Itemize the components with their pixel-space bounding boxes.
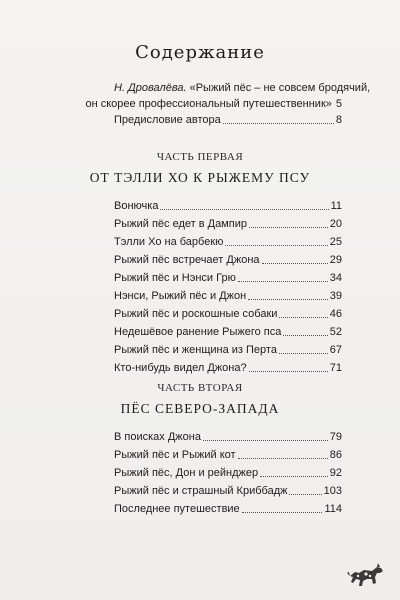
leader-dots	[279, 317, 327, 318]
toc-entry-page: 46	[329, 308, 342, 320]
leader-dots	[223, 123, 334, 124]
intro-page-number: 5	[335, 98, 342, 110]
toc-entry-page: 92	[329, 467, 342, 479]
leader-dots	[238, 458, 328, 459]
toc-entry-page: 29	[329, 254, 342, 266]
toc-entry-label: Рыжий пёс и Рыжий кот	[114, 449, 236, 461]
toc-entry-label: Рыжий пёс едет в Дампир	[114, 218, 247, 230]
toc-entry-page: 86	[329, 449, 342, 461]
leader-dots	[260, 476, 328, 477]
toc-entry-label: Вонючка	[114, 200, 159, 212]
leader-dots	[242, 512, 323, 513]
toc-entry-page: 67	[329, 344, 342, 356]
part1-title: ОТ ТЭЛЛИ ХО К РЫЖЕМУ ПСУ	[89, 170, 311, 185]
part2-title: ПЁС СЕВЕРО-ЗАПАДА	[120, 401, 280, 416]
toc-entry[interactable]	[114, 480, 342, 498]
toc-entry-label: Тэлли Хо на барбекю	[114, 236, 224, 248]
toc-entry-page: 25	[329, 236, 342, 248]
toc-entry-label: В поисках Джона	[114, 431, 201, 443]
toc-entry-label: Рыжий пёс и Нэнси Грю	[114, 272, 236, 284]
intro-entry-line1	[114, 82, 371, 94]
leader-dots	[160, 209, 328, 210]
leader-dots	[249, 227, 328, 228]
page-title: Содержание	[135, 42, 265, 63]
toc-entry-page: 11	[330, 200, 342, 212]
toc-entry-page: 39	[329, 290, 342, 302]
leader-dots	[279, 353, 328, 354]
toc-entry-preface[interactable]	[114, 109, 342, 127]
toc-entry-label: Недешёвое ранение Рыжего пса	[114, 326, 282, 338]
leader-dots	[289, 494, 321, 495]
toc-entry-label: Предисловие автора	[114, 114, 221, 126]
toc-entry-page: 79	[329, 431, 342, 443]
leader-dots	[238, 281, 328, 282]
toc-entry-label: Рыжий пёс и роскошные собаки	[114, 308, 278, 320]
toc-entry-label: Рыжий пёс и страшный Криббадж	[114, 485, 288, 497]
toc-entry[interactable]	[114, 321, 342, 339]
leader-dots	[248, 299, 328, 300]
toc-entry-label: Рыжий пёс, Дон и рейнджер	[114, 467, 259, 479]
leader-dots	[283, 335, 327, 336]
toc-entry-label: Последнее путешествие	[114, 503, 240, 515]
toc-entry[interactable]	[114, 213, 342, 231]
toc-entry-page: 103	[323, 485, 342, 497]
leader-dots	[203, 440, 328, 441]
leader-dots	[225, 245, 327, 246]
intro-title-part1: «Рыжий пёс – не совсем бродячий,	[189, 82, 371, 94]
toc-entry[interactable]	[114, 426, 342, 444]
toc-entry[interactable]	[114, 339, 342, 357]
toc-entry-label: Нэнси, Рыжий пёс и Джон	[114, 290, 247, 302]
toc-entry[interactable]	[114, 303, 342, 321]
part2-label: ЧАСТЬ ВТОРАЯ	[157, 382, 243, 394]
toc-entry-page: 20	[329, 218, 342, 230]
dog-illustration	[346, 556, 386, 590]
toc-entry[interactable]	[114, 498, 342, 516]
intro-title-part2: он скорее профессиональный путешественник»	[85, 98, 332, 110]
toc-entry-page: 114	[324, 503, 342, 515]
toc-entry-page: 52	[329, 326, 342, 338]
toc-entry-page: 8	[335, 114, 342, 126]
toc-entry[interactable]	[114, 195, 342, 213]
toc-entry[interactable]	[114, 231, 342, 249]
toc-entry[interactable]	[114, 357, 342, 375]
toc-entry-label: Кто-нибудь видел Джона?	[114, 362, 247, 374]
toc-entry[interactable]	[114, 267, 342, 285]
toc-entry-page: 34	[329, 272, 342, 284]
toc-entry[interactable]	[114, 249, 342, 267]
part1-label: ЧАСТЬ ПЕРВАЯ	[156, 151, 244, 163]
toc-entry[interactable]	[114, 462, 342, 480]
toc-entry[interactable]	[114, 444, 342, 462]
intro-author: Н. Дровалёва.	[114, 82, 187, 94]
toc-entry-page: 71	[329, 362, 342, 374]
toc-entry-label: Рыжий пёс встречает Джона	[114, 254, 260, 266]
leader-dots	[249, 371, 328, 372]
toc-entry[interactable]	[114, 285, 342, 303]
leader-dots	[262, 263, 328, 264]
toc-entry-label: Рыжий пёс и женщина из Перта	[114, 344, 277, 356]
